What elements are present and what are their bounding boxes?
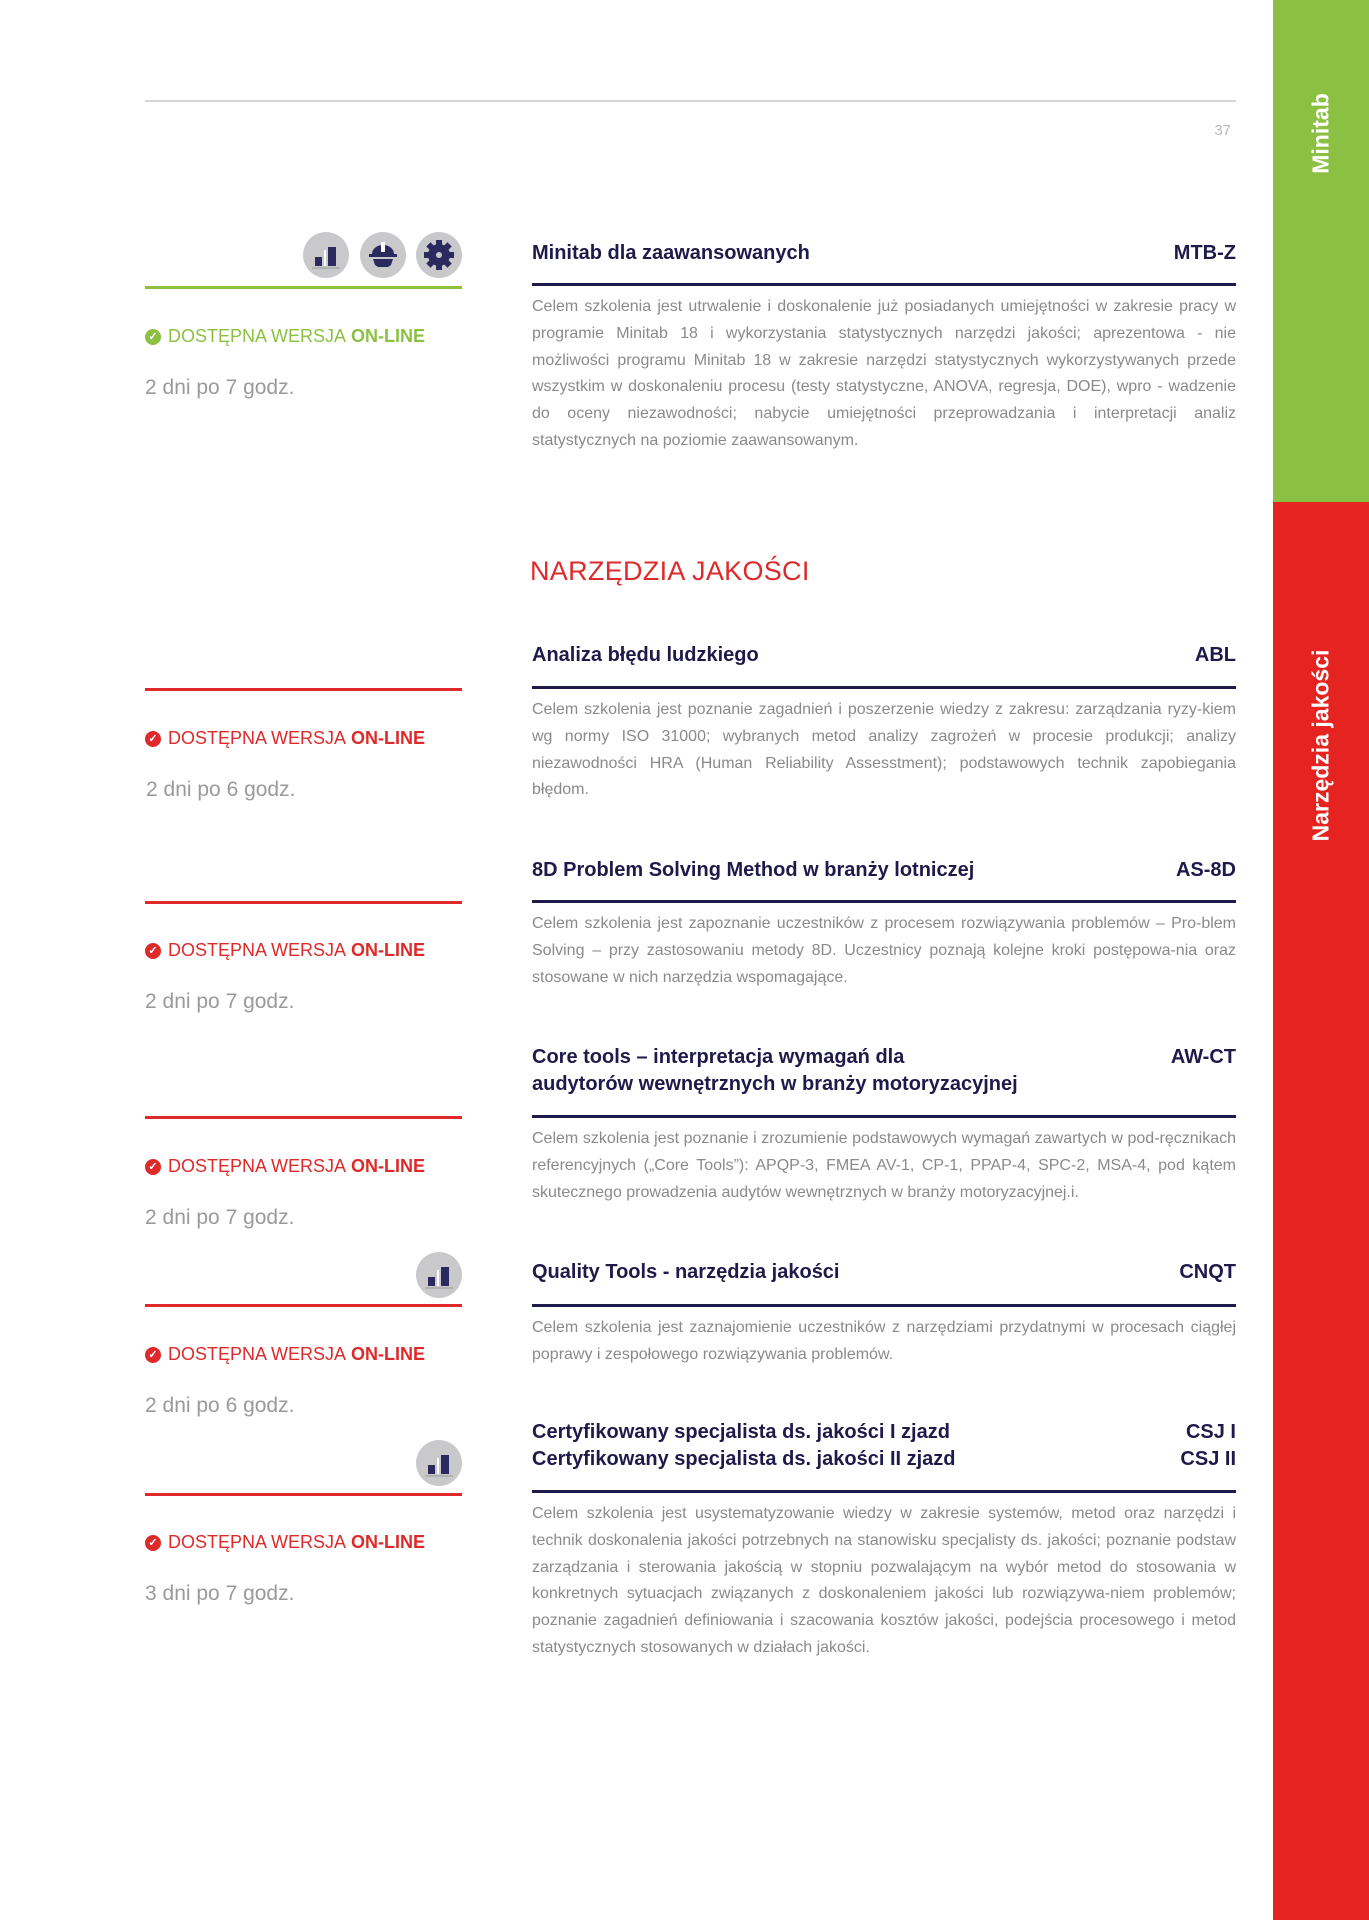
- course-meta-abl: [145, 688, 462, 808]
- course-title[interactable]: [532, 1419, 1132, 1473]
- course-description: Celem szkolenia jest zaznajomienie uczestników z narzędziami przydatnymi w procesach ciągłej poprawy i zespołowego rozwiązywania problemów.: [532, 1319, 1236, 1363]
- online-badge: ✓ DOSTĘPNA WERSJA ON-LINE: [145, 1344, 425, 1365]
- course-meta-as-8d: [145, 901, 462, 1021]
- course-description: Celem szkolenia jest zapoznanie uczestników z procesem rozwiązywania problemów – Pro-blem Solving – przy zastosowaniu metody 8D. Uczestnicy poznają kolejne kroki postępowa-nia oraz stosowane w nich narzędzia wspomagające.: [532, 915, 1236, 986]
- course-title-rule: [532, 1304, 1236, 1307]
- side-tab-label: Minitab: [1307, 93, 1334, 174]
- online-badge: ✓ DOSTĘPNA WERSJA ON-LINE: [145, 728, 425, 749]
- course-title-rule: [532, 1115, 1236, 1118]
- course-code-line: CSJ II: [1180, 1448, 1236, 1470]
- course-code: ABL: [1194, 644, 1236, 666]
- course-meta-cnqt: [145, 1250, 462, 1420]
- course-abl: [532, 642, 1236, 812]
- course-code: AW-CT: [1170, 1046, 1236, 1068]
- course-title[interactable]: Analiza błędu ludzkiego: [532, 644, 759, 666]
- course-divider: [145, 688, 462, 691]
- side-tab-minitab[interactable]: [1273, 0, 1369, 502]
- gear-icon: [416, 232, 462, 278]
- course-title-rule: [532, 283, 1236, 286]
- check-circle-icon: ✓: [145, 731, 161, 747]
- side-tab-label: Narzędzia jakości: [1307, 649, 1334, 842]
- online-badge: ✓ DOSTĘPNA WERSJA ON-LINE: [145, 1156, 425, 1177]
- course-meta-mtb-z: [145, 230, 462, 410]
- bar-chart-icon: [303, 232, 349, 278]
- header-rule: [145, 100, 1236, 102]
- course-title-rule: [532, 1490, 1236, 1493]
- check-circle-icon: ✓: [145, 943, 161, 959]
- course-title[interactable]: [532, 1044, 1132, 1098]
- course-duration: 3 dni po 7 godz.: [145, 1582, 295, 1605]
- course-title[interactable]: Minitab dla zaawansowanych: [532, 242, 810, 264]
- check-circle-icon: ✓: [145, 1159, 161, 1175]
- course-description: Celem szkolenia jest poznanie i zrozumienie podstawowych wymagań zawartych w pod-ręcznikach referencyjnych („Core Tools”): APQP-3, FMEA AV-1, CP-1, PPAP-4, SPC-2, MSA-4, pod kątem skutecznego prowadzenia audytów wewnętrznych w branży motoryzacyjnej.i.: [532, 1130, 1236, 1201]
- course-divider: [145, 901, 462, 904]
- course-meta-aw-ct: [145, 1116, 462, 1236]
- course-code-line: CSJ I: [1185, 1421, 1236, 1443]
- check-circle-icon: ✓: [145, 1347, 161, 1363]
- course-mtb-z: [532, 240, 1236, 460]
- course-description: Celem szkolenia jest poznanie zagadnień i poszerzenie wiedzy z zakresu: zarządzania ryzy-kiem wg normy ISO 31000; wybranych metod analizy zagrożeń w procesie produkcji; analizy niezawodności HRA (Human Reliability Assesstment); podstawowych technik zapobiegania błędom.: [532, 701, 1236, 799]
- course-meta-csj: [145, 1438, 462, 1608]
- course-cnqt: [532, 1259, 1236, 1369]
- course-divider: [145, 1304, 462, 1307]
- course-divider: [145, 1116, 462, 1119]
- course-title-line: Certyfikowany specjalista ds. jakości II zjazd: [532, 1448, 956, 1470]
- course-description: Celem szkolenia jest utrwalenie i doskonalenie już posiadanych umiejętności w zakresie pracy w programie Minitab 18 i wykorzystania statystycznych narzędzi jakości; aprezentowa - nie możliwości programu Minitab 18 w zakresie narzędzi statystycznych wykorzystywanych przede wszystkim w doskonaleniu procesu (testy statystyczne, ANOVA, regresja, DOE), wpro - wadzenie do oceny niezawodności; nabycie umiejętności przeprowadzania i interpretacji analiz statystycznych na poziomie zaawansowanym.: [532, 298, 1236, 449]
- course-divider: [145, 1493, 462, 1496]
- course-duration: 2 dni po 6 godz.: [146, 778, 296, 801]
- course-code: AS-8D: [1175, 859, 1236, 881]
- check-circle-icon: ✓: [145, 1535, 161, 1551]
- course-title[interactable]: 8D Problem Solving Method w branży lotniczej: [532, 859, 975, 881]
- course-as-8d: [532, 857, 1236, 997]
- course-code: CNQT: [1179, 1261, 1236, 1283]
- online-badge: ✓ DOSTĘPNA WERSJA ON-LINE: [145, 326, 425, 347]
- course-csj: [532, 1419, 1236, 1669]
- course-duration: 2 dni po 7 godz.: [145, 1206, 295, 1229]
- helmet-gear-icon: [360, 232, 406, 278]
- course-code: [1180, 1419, 1236, 1473]
- course-duration: 2 dni po 7 godz.: [145, 376, 295, 399]
- course-duration: 2 dni po 7 godz.: [145, 990, 295, 1013]
- course-title-rule: [532, 900, 1236, 903]
- course-aw-ct: [532, 1044, 1236, 1214]
- course-title-line: audytorów wewnętrznych w branży motoryzacyjnej: [532, 1073, 1018, 1095]
- course-duration: 2 dni po 6 godz.: [145, 1394, 295, 1417]
- course-title-line: Certyfikowany specjalista ds. jakości I zjazd: [532, 1421, 950, 1443]
- page-number: 37: [1214, 122, 1231, 139]
- online-badge: ✓ DOSTĘPNA WERSJA ON-LINE: [145, 940, 425, 961]
- check-circle-icon: ✓: [145, 329, 161, 345]
- section-heading: NARZĘDZIA JAKOŚCI: [530, 556, 810, 586]
- course-title-line: Core tools – interpretacja wymagań dla: [532, 1046, 905, 1068]
- course-code: MTB-Z: [1173, 242, 1236, 264]
- course-description: Celem szkolenia jest usystematyzowanie wiedzy w zakresie systemów, metod oraz narzędzi i technik doskonalenia jakości potrzebnych na stanowisku specjalisty ds. jakości; poznanie podstaw zarządzania i sterowania jakością w stopniu pozwalającym na wybór metod do stosowania w konkretnych sytuacjach związanych z doskonaleniem jakości lub rozwiązywa-niem problemów; poznanie zagadnień definiowania i szacowania kosztów jakości, podejścia procesowego i metod statystycznych stosowanych w działach jakości.: [532, 1505, 1236, 1656]
- online-badge: ✓ DOSTĘPNA WERSJA ON-LINE: [145, 1532, 425, 1553]
- side-tab-quality-tools[interactable]: [1273, 502, 1369, 1920]
- course-divider: [145, 286, 462, 289]
- bar-chart-icon: [416, 1440, 462, 1486]
- course-title-rule: [532, 686, 1236, 689]
- course-title[interactable]: Quality Tools - narzędzia jakości: [532, 1261, 840, 1283]
- bar-chart-icon: [416, 1252, 462, 1298]
